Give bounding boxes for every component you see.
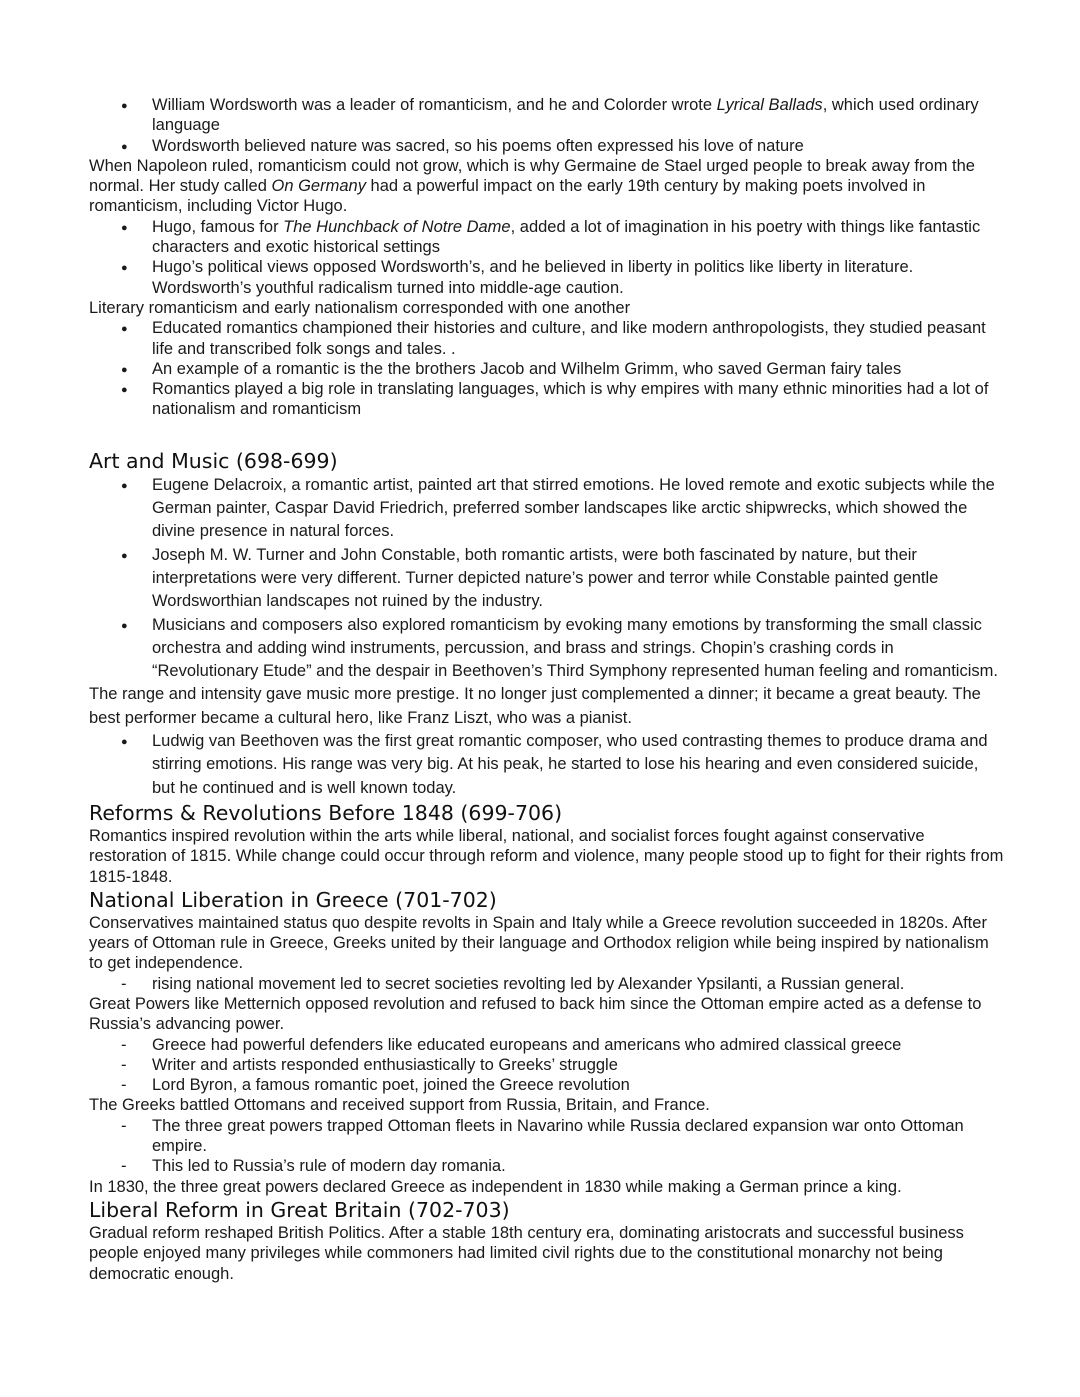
paragraph: Conservatives maintained status quo despite revolts in Spain and Italy while a Greece revolution succeeded in 1820s. After years of Ottoman rule in Greece, Greeks united by their language and Orthodox religion while being inspired by nationalism to get independence. xyxy=(89,913,989,973)
list-item: - Writer and artists responded enthusiastically to Greeks’ struggle xyxy=(89,1055,1004,1075)
list-item: ● Romantics played a big role in translating languages, which is why empires with many ethnic minorities had a lot of nationalism and romanticism xyxy=(89,379,1004,420)
list-item: - rising national movement led to secret societies revolting led by Alexander Ypsilanti, a Russian general. xyxy=(89,974,1004,994)
list-item: ● Eugene Delacroix, a romantic artist, painted art that stirred emotions. He loved remote and exotic subjects while the German painter, Caspar David Friedrich, preferred somber landscapes like arctic shipwrecks, which showed the divine presence in natural forces. xyxy=(89,474,1004,544)
paragraph: Romantics inspired revolution within the arts while liberal, national, and socialist forces fought against conservative restoration of 1815. While change could occur through reform and violence, many people stood up to fight for their rights from 1815-1848. xyxy=(89,826,1004,886)
paragraph: In 1830, the three great powers declared Greece as independent in 1830 while making a German prince a king. xyxy=(89,1177,902,1196)
heading-reforms: Reforms & Revolutions Before 1848 (699-706) xyxy=(89,800,563,825)
list-item: ● Musicians and composers also explored romanticism by evoking many emotions by transforming the small classic orchestra and adding wind instruments, percussion, and brass and strings. Chopin’s crashing cords in “Revolutionary Etude” and the despair in Beethoven’s Third Symphony represented human feeling and romanticism. xyxy=(89,614,1004,684)
document-page xyxy=(89,95,1004,1284)
hugo-list xyxy=(89,217,1004,298)
list-item: ● Ludwig van Beethoven was the first great romantic composer, who used contrasting themes to produce drama and stirring emotions. His range was very big. At his peak, he started to lose his hearing and even considered suicide, but he continued and is well known today. xyxy=(89,730,1004,800)
heading-art-and-music: Art and Music (698-699) xyxy=(89,448,338,473)
list-item: ● William Wordsworth was a leader of romanticism, and he and Colorder wrote Lyrical Ballads, which used ordinary language xyxy=(89,95,1004,136)
heading-greece: National Liberation in Greece (701-702) xyxy=(89,887,497,912)
paragraph: The range and intensity gave music more prestige. It no longer just complemented a dinner; it became a great beauty. The best performer became a cultural hero, like Franz Liszt, who was a pianist. xyxy=(89,685,981,727)
paragraph: Gradual reform reshaped British Politics. After a stable 18th century era, dominating aristocrats and successful business people enjoyed many privileges while commoners had limited civil rights due to the constitutional monarchy not being democratic enough. xyxy=(89,1223,964,1283)
paragraph: Great Powers like Metternich opposed revolution and refused to back him since the Ottoman empire acted as a defense to Russia’s advancing power. xyxy=(89,994,982,1034)
list-item: ● An example of a romantic is the the brothers Jacob and Wilhelm Grimm, who saved German fairy tales xyxy=(89,359,1004,379)
list-item: - Greece had powerful defenders like educated europeans and americans who admired classical greece xyxy=(89,1035,1004,1055)
list-item: ● Wordsworth believed nature was sacred, so his poems often expressed his love of nature xyxy=(89,136,1004,156)
list-item: ● Joseph M. W. Turner and John Constable, both romantic artists, were both fascinated by nature, but their interpretations were very different. Turner depicted nature’s power and terror while Constable painted gentle Wordsworthian landscapes not ruined by the industry. xyxy=(89,544,1004,614)
paragraph: When Napoleon ruled, romanticism could not grow, which is why Germaine de Stael urged people to break away from the normal. Her study called On Germany had a powerful impact on the early 19th century by making poets involved in romanticism, including Victor Hugo. xyxy=(89,156,975,216)
heading-britain: Liberal Reform in Great Britain (702-703) xyxy=(89,1197,510,1222)
list-item: ● Hugo’s political views opposed Wordsworth’s, and he believed in liberty in politics like liberty in literature. Wordsworth’s youthful radicalism turned into middle-age caution. xyxy=(89,257,1004,298)
list-item: - The three great powers trapped Ottoman fleets in Navarino while Russia declared expansion war onto Ottoman empire. xyxy=(89,1116,1004,1157)
list-item: - This led to Russia’s rule of modern day romania. xyxy=(89,1156,1004,1176)
list-item: - Lord Byron, a famous romantic poet, joined the Greece revolution xyxy=(89,1075,1004,1095)
art-section xyxy=(89,474,1004,800)
list-item: ● Hugo, famous for The Hunchback of Notre Dame, added a lot of imagination in his poetry with things like fantastic characters and exotic historical settings xyxy=(89,217,1004,258)
nationalism-list xyxy=(89,318,1004,419)
paragraph: Literary romanticism and early nationalism corresponded with one another xyxy=(89,298,631,317)
wordsworth-list xyxy=(89,95,1004,156)
list-item: ● Educated romantics championed their histories and culture, and like modern anthropologists, they studied peasant life and transcribed folk songs and tales. . xyxy=(89,318,1004,359)
paragraph: The Greeks battled Ottomans and received support from Russia, Britain, and France. xyxy=(89,1096,710,1115)
